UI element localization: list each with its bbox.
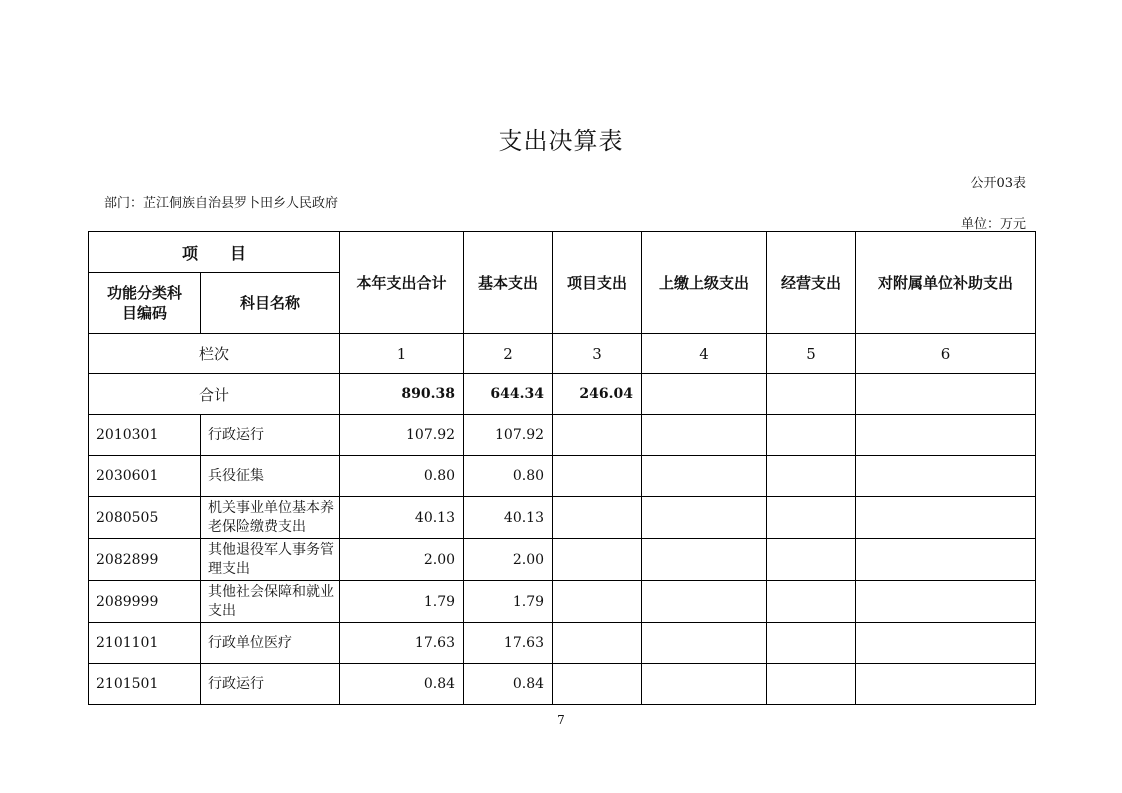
- subsidy-value: [856, 415, 1036, 456]
- total-value: 0.80: [340, 456, 464, 497]
- basic-value: 40.13: [464, 497, 553, 539]
- project-value: 246.04: [553, 374, 642, 415]
- table-row: [89, 497, 1036, 539]
- project-value: [553, 456, 642, 497]
- basic-value: 0.84: [464, 664, 553, 705]
- total-value: 40.13: [340, 497, 464, 539]
- total-value: 890.38: [340, 374, 464, 415]
- column-number: 5: [767, 334, 856, 374]
- table-row: [89, 623, 1036, 664]
- upper-value: [642, 497, 767, 539]
- expenditure-table: [88, 231, 1036, 705]
- document-title: 支出决算表: [498, 127, 624, 155]
- table-row: [89, 539, 1036, 581]
- department-label: 部门：芷江侗族自治县罗卜田乡人民政府: [104, 196, 339, 211]
- project-value: [553, 664, 642, 705]
- upper-value: [642, 456, 767, 497]
- function-code: 2101501: [89, 664, 201, 705]
- column-number: 4: [642, 334, 767, 374]
- account-name: 行政运行: [201, 664, 340, 705]
- account-name: 其他社会保障和就业支出: [201, 581, 340, 623]
- business-value: [767, 374, 856, 415]
- subsidy-value: [856, 581, 1036, 623]
- upper-header: 上缴上级支出: [642, 232, 767, 334]
- business-value: [767, 415, 856, 456]
- project-header: 项目支出: [553, 232, 642, 334]
- column-number: 2: [464, 334, 553, 374]
- total-value: 1.79: [340, 581, 464, 623]
- upper-value: [642, 415, 767, 456]
- form-number: 公开03表: [970, 176, 1026, 191]
- project-value: [553, 623, 642, 664]
- column-number: 3: [553, 334, 642, 374]
- table-row: [89, 581, 1036, 623]
- project-value: [553, 415, 642, 456]
- column-number-row: [89, 334, 1036, 374]
- upper-value: [642, 539, 767, 581]
- total-value: 17.63: [340, 623, 464, 664]
- subsidy-value: [856, 664, 1036, 705]
- basic-value: 0.80: [464, 456, 553, 497]
- function-code: 2089999: [89, 581, 201, 623]
- table-row: [89, 664, 1036, 705]
- upper-value: [642, 581, 767, 623]
- subsidy-value: [856, 374, 1036, 415]
- subsidy-value: [856, 497, 1036, 539]
- total-label: 合计: [89, 374, 340, 415]
- function-code: 2030601: [89, 456, 201, 497]
- function-code: 2082899: [89, 539, 201, 581]
- page-number: 7: [557, 713, 565, 727]
- column-label: 栏次: [89, 334, 340, 374]
- function-code: 2080505: [89, 497, 201, 539]
- business-value: [767, 539, 856, 581]
- unit-label: 单位：万元: [960, 217, 1026, 232]
- subsidy-value: [856, 623, 1036, 664]
- project-value: [553, 581, 642, 623]
- column-number: 1: [340, 334, 464, 374]
- function-code: 2010301: [89, 415, 201, 456]
- upper-value: [642, 374, 767, 415]
- basic-value: 107.92: [464, 415, 553, 456]
- account-name: 兵役征集: [201, 456, 340, 497]
- table-row: [89, 456, 1036, 497]
- project-value: [553, 539, 642, 581]
- basic-value: 17.63: [464, 623, 553, 664]
- item-header: 项 目: [89, 232, 340, 273]
- code-header: 功能分类科目编码: [89, 273, 201, 334]
- basic-value: 2.00: [464, 539, 553, 581]
- total-value: 107.92: [340, 415, 464, 456]
- account-name: 行政运行: [201, 415, 340, 456]
- header-row-1: [89, 232, 1036, 273]
- basic-header: 基本支出: [464, 232, 553, 334]
- total-value: 0.84: [340, 664, 464, 705]
- table-row: [89, 415, 1036, 456]
- total-header: 本年支出合计: [340, 232, 464, 334]
- upper-value: [642, 623, 767, 664]
- business-value: [767, 456, 856, 497]
- account-name: 行政单位医疗: [201, 623, 340, 664]
- total-value: 2.00: [340, 539, 464, 581]
- subsidy-value: [856, 539, 1036, 581]
- name-header: 科目名称: [201, 273, 340, 334]
- basic-value: 1.79: [464, 581, 553, 623]
- account-name: 机关事业单位基本养老保险缴费支出: [201, 497, 340, 539]
- function-code: 2101101: [89, 623, 201, 664]
- column-number: 6: [856, 334, 1036, 374]
- subsidy-value: [856, 456, 1036, 497]
- business-header: 经营支出: [767, 232, 856, 334]
- basic-value: 644.34: [464, 374, 553, 415]
- account-name: 其他退役军人事务管理支出: [201, 539, 340, 581]
- business-value: [767, 581, 856, 623]
- subsidy-header: 对附属单位补助支出: [856, 232, 1036, 334]
- business-value: [767, 623, 856, 664]
- business-value: [767, 497, 856, 539]
- upper-value: [642, 664, 767, 705]
- project-value: [553, 497, 642, 539]
- business-value: [767, 664, 856, 705]
- total-row: [89, 374, 1036, 415]
